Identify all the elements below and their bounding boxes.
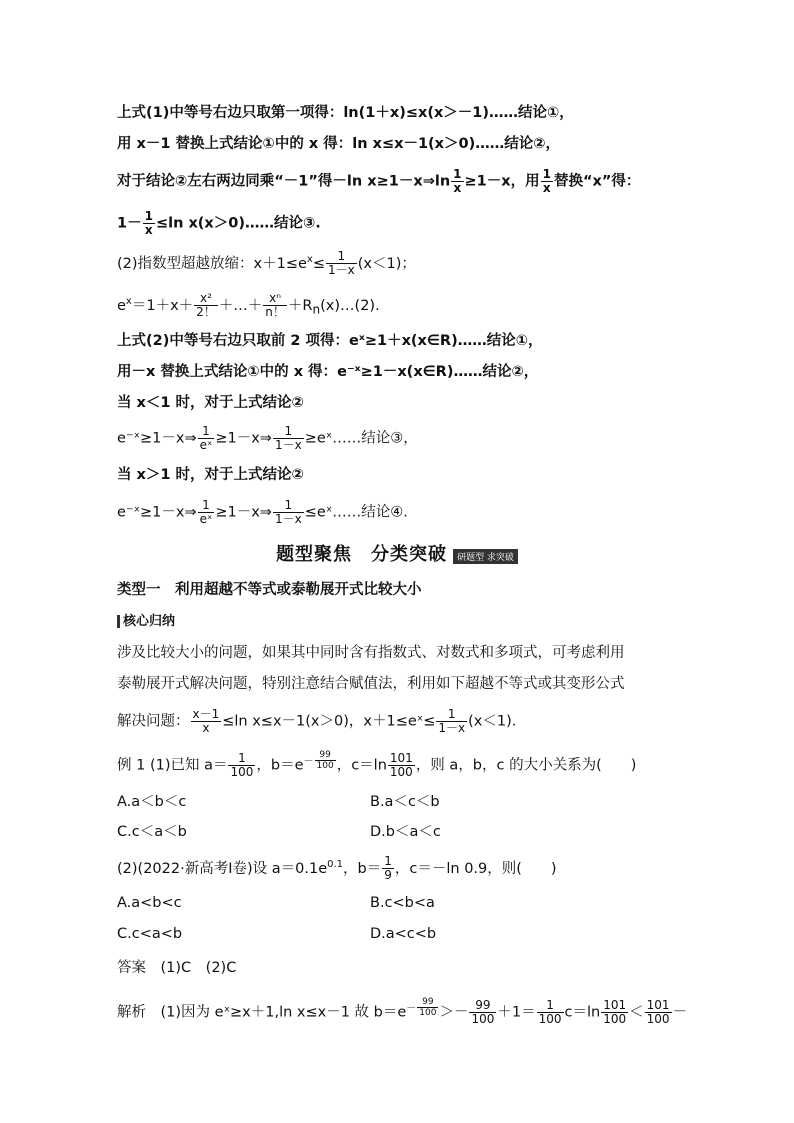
type-one-heading: 类型一 利用超越不等式或泰勒展开式比较大小 <box>117 582 422 598</box>
line-conclusion-3a: 对于结论②左右两边同乘“－1”得－ln x≥1－x⇒ln $\frac{1}{x}$ ≥1－x，用 $\frac{1}{x}$ 替换“x”得： <box>117 167 641 195</box>
line-exp-conclusion-4: e⁻ˣ≥1－x⇒ $\frac{1}{\text{eˣ}}$ ≥1－x⇒ $\frac{1}{1-x}$ ≤eˣ……结论④. <box>117 498 408 526</box>
example-1-question: 例 1 (1)已知 a＝ $\frac{1}{100}$ ，$b=e^{- \frac{99}{100}}$ ，c＝ln $\frac{101}{100}$ ，则 a，b，c 的大小关系为( ) <box>117 750 637 779</box>
line-conclusion-1: 上式(1)中等号右边只取第一项得：ln(1＋x)≤x(x＞－1)……结论①， <box>117 105 574 121</box>
line-case-greater-1: 当 x＞1 时，对于上式结论② <box>117 467 304 483</box>
line-exp-bound: (2)指数型超越放缩：$x+1\le e^x\le$ $\frac{1}{1-x}$ (x＜1)； <box>117 249 416 278</box>
line-case-less-1: 当 x＜1 时，对于上式结论② <box>117 395 304 411</box>
line-taylor-expansion: $e^x=1+x+$ $\frac{\text{x²}}{2!}$ ＋…＋ $\frac{\text{xⁿ}}{n!}$ $+R_n(x)\dots(2)$. <box>117 291 380 320</box>
line-exp-conclusion-3: e⁻ˣ≥1－x⇒ $\frac{1}{\text{eˣ}}$ ≥1－x⇒ $\frac{1}{1-x}$ ≥eˣ……结论③， <box>117 424 418 452</box>
line-conclusion-3b: 1－ $\frac{1}{x}$ ≤ln x(x＞0)……结论③. <box>117 209 321 237</box>
option-1c: C.c＜a＜b <box>117 824 187 840</box>
analysis-line: 解析 (1)因为 eˣ≥x＋1,ln x≤x－1 故 $b=e^{- \frac{99}{100}}$ ＞－ $\frac{99}{100}$ ＋1＝ $\frac{1}{100}$ c＝ln $\frac{101}{100}$ ＜ $\frac{101}{100}$ － <box>117 997 688 1026</box>
option-1b: B.a＜c＜b <box>370 794 440 810</box>
section-heading <box>0 540 794 566</box>
option-2c: C.c<a<b <box>117 926 183 942</box>
para-line-1: 涉及比较大小的问题，如果其中同时含有指数式、对数式和多项式，可考虑利用 <box>117 645 625 661</box>
section-title: 题型聚焦 分类突破 <box>276 544 448 565</box>
example-1-part-2: (2)(2022·新高考Ⅰ卷)设 $a=0.1e^{0.1}$，b＝ $\frac{1}{9}$ ，c＝－ln 0.9，则( ) <box>117 854 557 883</box>
para-line-2: 泰勒展开式解决问题，特别注意结合赋值法，利用如下超越不等式或其变形公式 <box>117 676 625 692</box>
option-1a: A.a＜b＜c <box>117 794 187 810</box>
para-line-3: 解决问题： $\frac{x-1}{x}$ ≤ln x≤x－1(x＞0)，x＋1≤eˣ≤ $\frac{1}{1-x}$ (x＜1). <box>117 707 517 735</box>
answer-line: 答案 (1)C (2)C <box>117 960 237 976</box>
line-exp-conclusion-2: 用－x 替换上式结论①中的 x 得：e⁻ˣ≥1－x(x∈R)……结论②， <box>117 364 539 380</box>
core-summary-heading: 核心归纳 <box>117 612 724 632</box>
bar-marker-icon <box>117 615 120 628</box>
option-2b: B.c<b<a <box>370 895 435 911</box>
line-conclusion-2: 用 x－1 替换上式结论①中的 x 得：ln x≤x－1(x＞0)……结论②， <box>117 136 561 152</box>
option-1d: D.b＜a＜c <box>370 824 441 840</box>
option-2d: D.a<c<b <box>370 926 437 942</box>
section-tag: 研题型 求突破 <box>453 549 518 564</box>
line-exp-conclusion-1: 上式(2)中等号右边只取前 2 项得：eˣ≥1＋x(x∈R)……结论①， <box>117 333 543 349</box>
option-2a: A.a<b<c <box>117 895 182 911</box>
